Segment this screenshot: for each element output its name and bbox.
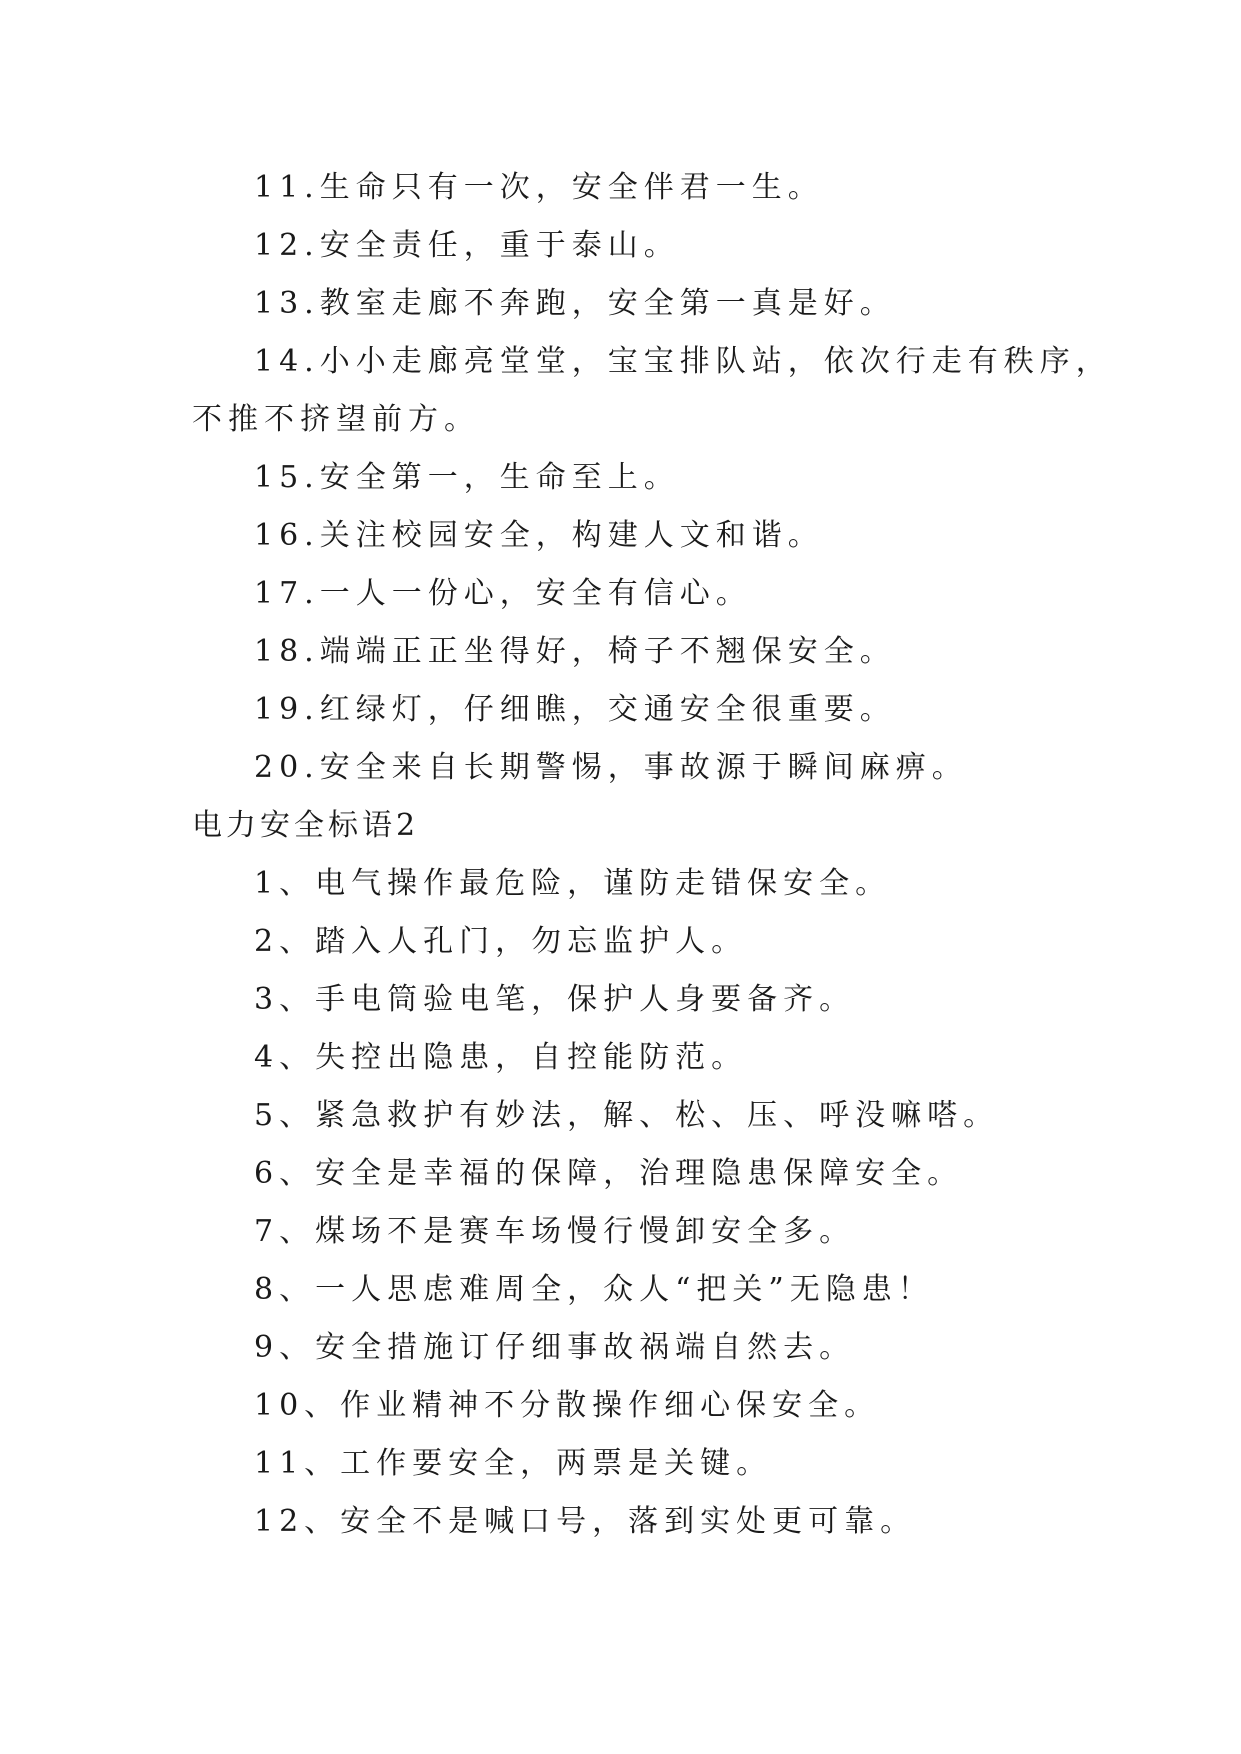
list-item: 9、安全措施订仔细事故祸端自然去。: [254, 1330, 856, 1365]
list-item: 4、失控出隐患，自控能防范。: [254, 1040, 748, 1075]
list-item: 8、一人思虑难周全，众人“把关”无隐患！: [254, 1272, 934, 1307]
document-body: [192, 159, 1112, 1551]
list-item: 12、安全不是喊口号，落到实处更可靠。: [254, 1504, 917, 1539]
list-item: 12.安全责任，重于泰山。: [254, 228, 680, 263]
list-item: 19.红绿灯，仔细瞧，交通安全很重要。: [254, 692, 896, 727]
list-item: 18.端端正正坐得好，椅子不翘保安全。: [254, 634, 896, 669]
list-item: 6、安全是幸福的保障，治理隐患保障安全。: [254, 1156, 964, 1191]
list-item: 14.小小走廊亮堂堂，宝宝排队站，依次行走有秩序，: [254, 344, 1112, 379]
list-item: 7、煤场不是赛车场慢行慢卸安全多。: [254, 1214, 856, 1249]
list-item: 17.一人一份心，安全有信心。: [254, 576, 752, 611]
list-item: 11、工作要安全，两票是关键。: [254, 1446, 773, 1481]
list-item: 20.安全来自长期警惕，事故源于瞬间麻痹。: [254, 750, 968, 785]
list-item: 11.生命只有一次，安全伴君一生。: [254, 170, 824, 205]
list-item: 16.关注校园安全，构建人文和谐。: [254, 518, 824, 553]
list-item: 3、手电筒验电笔，保护人身要备齐。: [254, 982, 856, 1017]
list-item: 1、电气操作最危险，谨防走错保安全。: [254, 866, 892, 901]
list-item: 5、紧急救护有妙法，解、松、压、呼没嘛嗒。: [254, 1098, 1000, 1133]
list-item: 2、踏入人孔门，勿忘监护人。: [254, 924, 748, 959]
list-item: 13.教室走廊不奔跑，安全第一真是好。: [254, 286, 896, 321]
list-item: 15.安全第一，生命至上。: [254, 460, 680, 495]
list-item-continuation: 不推不挤望前方。: [192, 402, 480, 437]
list-item: 10、作业精神不分散操作细心保安全。: [254, 1388, 881, 1423]
section-heading: 电力安全标语2: [192, 808, 420, 843]
